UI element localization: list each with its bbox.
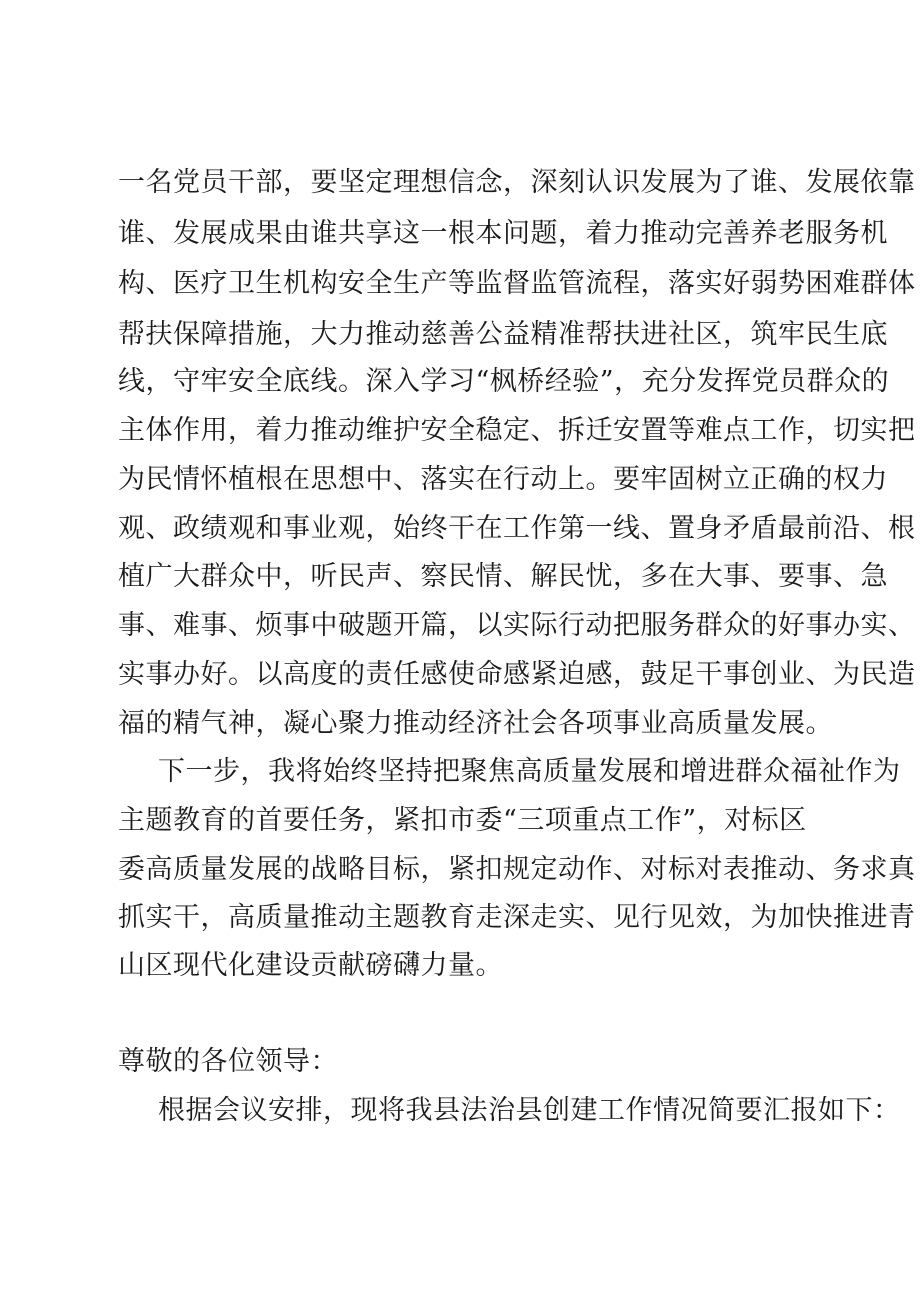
- text-line: 山区现代化建设贡献磅礴力量。: [118, 950, 503, 981]
- text-line: 委高质量发展的战略目标，紧扣规定动作、对标对表推动、务求真: [118, 854, 916, 885]
- text-line: 构、医疗卫生机构安全生产等监督监管流程，落实好弱势困难群体: [118, 268, 916, 299]
- text-line: 帮扶保障措施，大力推动慈善公益精准帮扶进社区，筑牢民生底: [118, 319, 888, 350]
- text-line: 实事办好。以高度的责任感使命感紧迫感，鼓足干事创业、为民造: [118, 659, 916, 690]
- salutation: 尊敬的各位领导：: [118, 1046, 338, 1077]
- text-line: 主体作用，着力推动维护安全稳定、拆迁安置等难点工作，切实把: [118, 415, 916, 446]
- text-line: 福的精气神，凝心聚力推动经济社会各项事业高质量发展。: [118, 708, 833, 739]
- text-line: 线，守牢安全底线。深入学习“枫桥经验”，充分发挥党员群众的: [118, 366, 890, 397]
- text-line: 抓实干，高质量推动主题教育走深走实、见行见效，为加快推进青: [118, 902, 916, 933]
- text-line: 谁、发展成果由谁共享这一根本问题，着力推动完善养老服务机: [118, 218, 888, 249]
- text-line: 一名党员干部，要坚定理想信念，深刻认识发展为了谁、发展依靠: [118, 167, 916, 198]
- text-line: 主题教育的首要任务，紧扣市委“三项重点工作”，对标区: [118, 805, 807, 836]
- text-line: 下一步，我将始终坚持把聚焦高质量发展和增进群众福祉作为: [158, 756, 901, 787]
- text-line: 根据会议安排，现将我县法治县创建工作情况简要汇报如下：: [158, 1095, 901, 1126]
- text-line: 事、难事、烦事中破题开篇，以实际行动把服务群众的好事办实、: [118, 610, 916, 641]
- text-line: 植广大群众中，听民声、察民情、解民忧，多在大事、要事、急: [118, 561, 888, 592]
- text-line: 为民情怀植根在思想中、落实在行动上。要牢固树立正确的权力: [118, 464, 888, 495]
- text-line: 观、政绩观和事业观，始终干在工作第一线、置身矛盾最前沿、根: [118, 513, 916, 544]
